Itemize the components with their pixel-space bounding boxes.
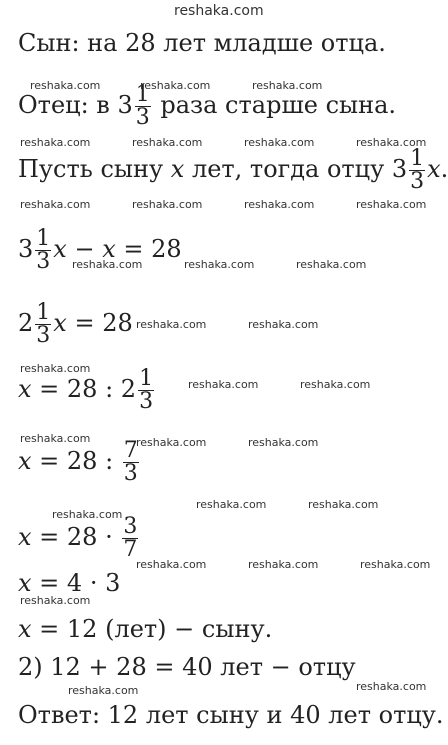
numerator: 1: [410, 146, 425, 171]
watermark: reshaka.com: [52, 508, 123, 521]
fraction: [35, 302, 51, 347]
denominator: 3: [36, 323, 51, 348]
text-part: .: [440, 155, 448, 183]
watermark: reshaka.com: [300, 378, 371, 391]
text-part: раза старше сына.: [152, 91, 397, 119]
text-part: 3: [18, 235, 34, 263]
text-part: = 28 : 2: [31, 375, 137, 403]
watermark: reshaka.com: [20, 594, 91, 607]
variable-x: x: [18, 447, 32, 475]
equation-son-result: [18, 614, 272, 644]
line-let-statement: [18, 148, 448, 193]
watermark: reshaka.com: [360, 558, 431, 571]
step-2-father: 2) 12 + 28 = 40 лет − отцу: [18, 653, 356, 681]
numerator: 1: [139, 366, 154, 391]
numerator: 1: [135, 82, 150, 107]
equation-4: [18, 440, 141, 485]
fraction: [409, 148, 425, 193]
fraction: [35, 228, 51, 273]
numerator: 3: [123, 514, 138, 539]
text-part: Отец: в 3: [18, 91, 133, 119]
numerator: 1: [36, 300, 51, 325]
watermark: reshaka.com: [248, 558, 319, 571]
variable-x: x: [53, 309, 67, 337]
watermark: reshaka.com: [308, 498, 379, 511]
variable-x: x: [427, 155, 441, 183]
variable-x: x: [53, 235, 67, 263]
watermark: reshaka.com: [132, 198, 203, 211]
watermark: reshaka.com: [252, 79, 323, 92]
text-part: = 28: [66, 309, 133, 337]
site-logo: reshaka.com: [174, 3, 264, 19]
watermark: reshaka.com: [72, 258, 143, 271]
watermark: reshaka.com: [20, 198, 91, 211]
equation-5: [18, 516, 140, 561]
numerator: 7: [123, 438, 138, 463]
watermark: reshaka.com: [136, 318, 207, 331]
watermark: reshaka.com: [184, 258, 255, 271]
denominator: 3: [135, 105, 150, 130]
line-son-statement: Сын: на 28 лет младше отца.: [18, 29, 386, 57]
watermark: reshaka.com: [188, 378, 259, 391]
watermark: reshaka.com: [296, 258, 367, 271]
watermark: reshaka.com: [140, 79, 211, 92]
text-part: лет, тогда отцу 3: [184, 155, 408, 183]
fraction: [122, 516, 138, 561]
text-part: = 28: [115, 235, 182, 263]
watermark: reshaka.com: [244, 198, 315, 211]
watermark: reshaka.com: [196, 498, 267, 511]
watermark: reshaka.com: [68, 684, 139, 697]
text-part: = 28 :: [31, 447, 121, 475]
watermark: reshaka.com: [356, 136, 427, 149]
denominator: 3: [139, 389, 154, 414]
variable-x: x: [18, 615, 32, 643]
watermark: reshaka.com: [356, 198, 427, 211]
answer-line: Ответ: 12 лет сыну и 40 лет отцу.: [18, 701, 444, 729]
watermark: reshaka.com: [136, 558, 207, 571]
watermark: reshaka.com: [20, 432, 91, 445]
text-part: 2: [18, 309, 34, 337]
watermark: reshaka.com: [248, 436, 319, 449]
watermark: reshaka.com: [132, 136, 203, 149]
watermark: reshaka.com: [20, 136, 91, 149]
watermark: reshaka.com: [248, 318, 319, 331]
text-part: = 12 (лет) − сыну.: [31, 615, 273, 643]
fraction: [138, 368, 154, 413]
watermark: reshaka.com: [244, 136, 315, 149]
text-part: = 28 ·: [31, 523, 121, 551]
text-part: −: [66, 235, 103, 263]
numerator: 1: [36, 226, 51, 251]
denominator: 3: [36, 249, 51, 274]
equation-2: [18, 302, 133, 347]
variable-x: x: [102, 235, 116, 263]
variable-x: x: [18, 569, 32, 597]
watermark: reshaka.com: [30, 79, 101, 92]
variable-x: x: [18, 375, 32, 403]
variable-x: x: [18, 523, 32, 551]
denominator: 3: [123, 461, 138, 486]
watermark: reshaka.com: [356, 680, 427, 693]
watermark: reshaka.com: [20, 362, 91, 375]
denominator: 7: [123, 537, 138, 562]
text-part: = 4 · 3: [31, 569, 121, 597]
variable-x: x: [170, 155, 185, 183]
denominator: 3: [410, 169, 425, 194]
text-part: Пусть сыну: [18, 155, 171, 183]
watermark: reshaka.com: [136, 436, 207, 449]
